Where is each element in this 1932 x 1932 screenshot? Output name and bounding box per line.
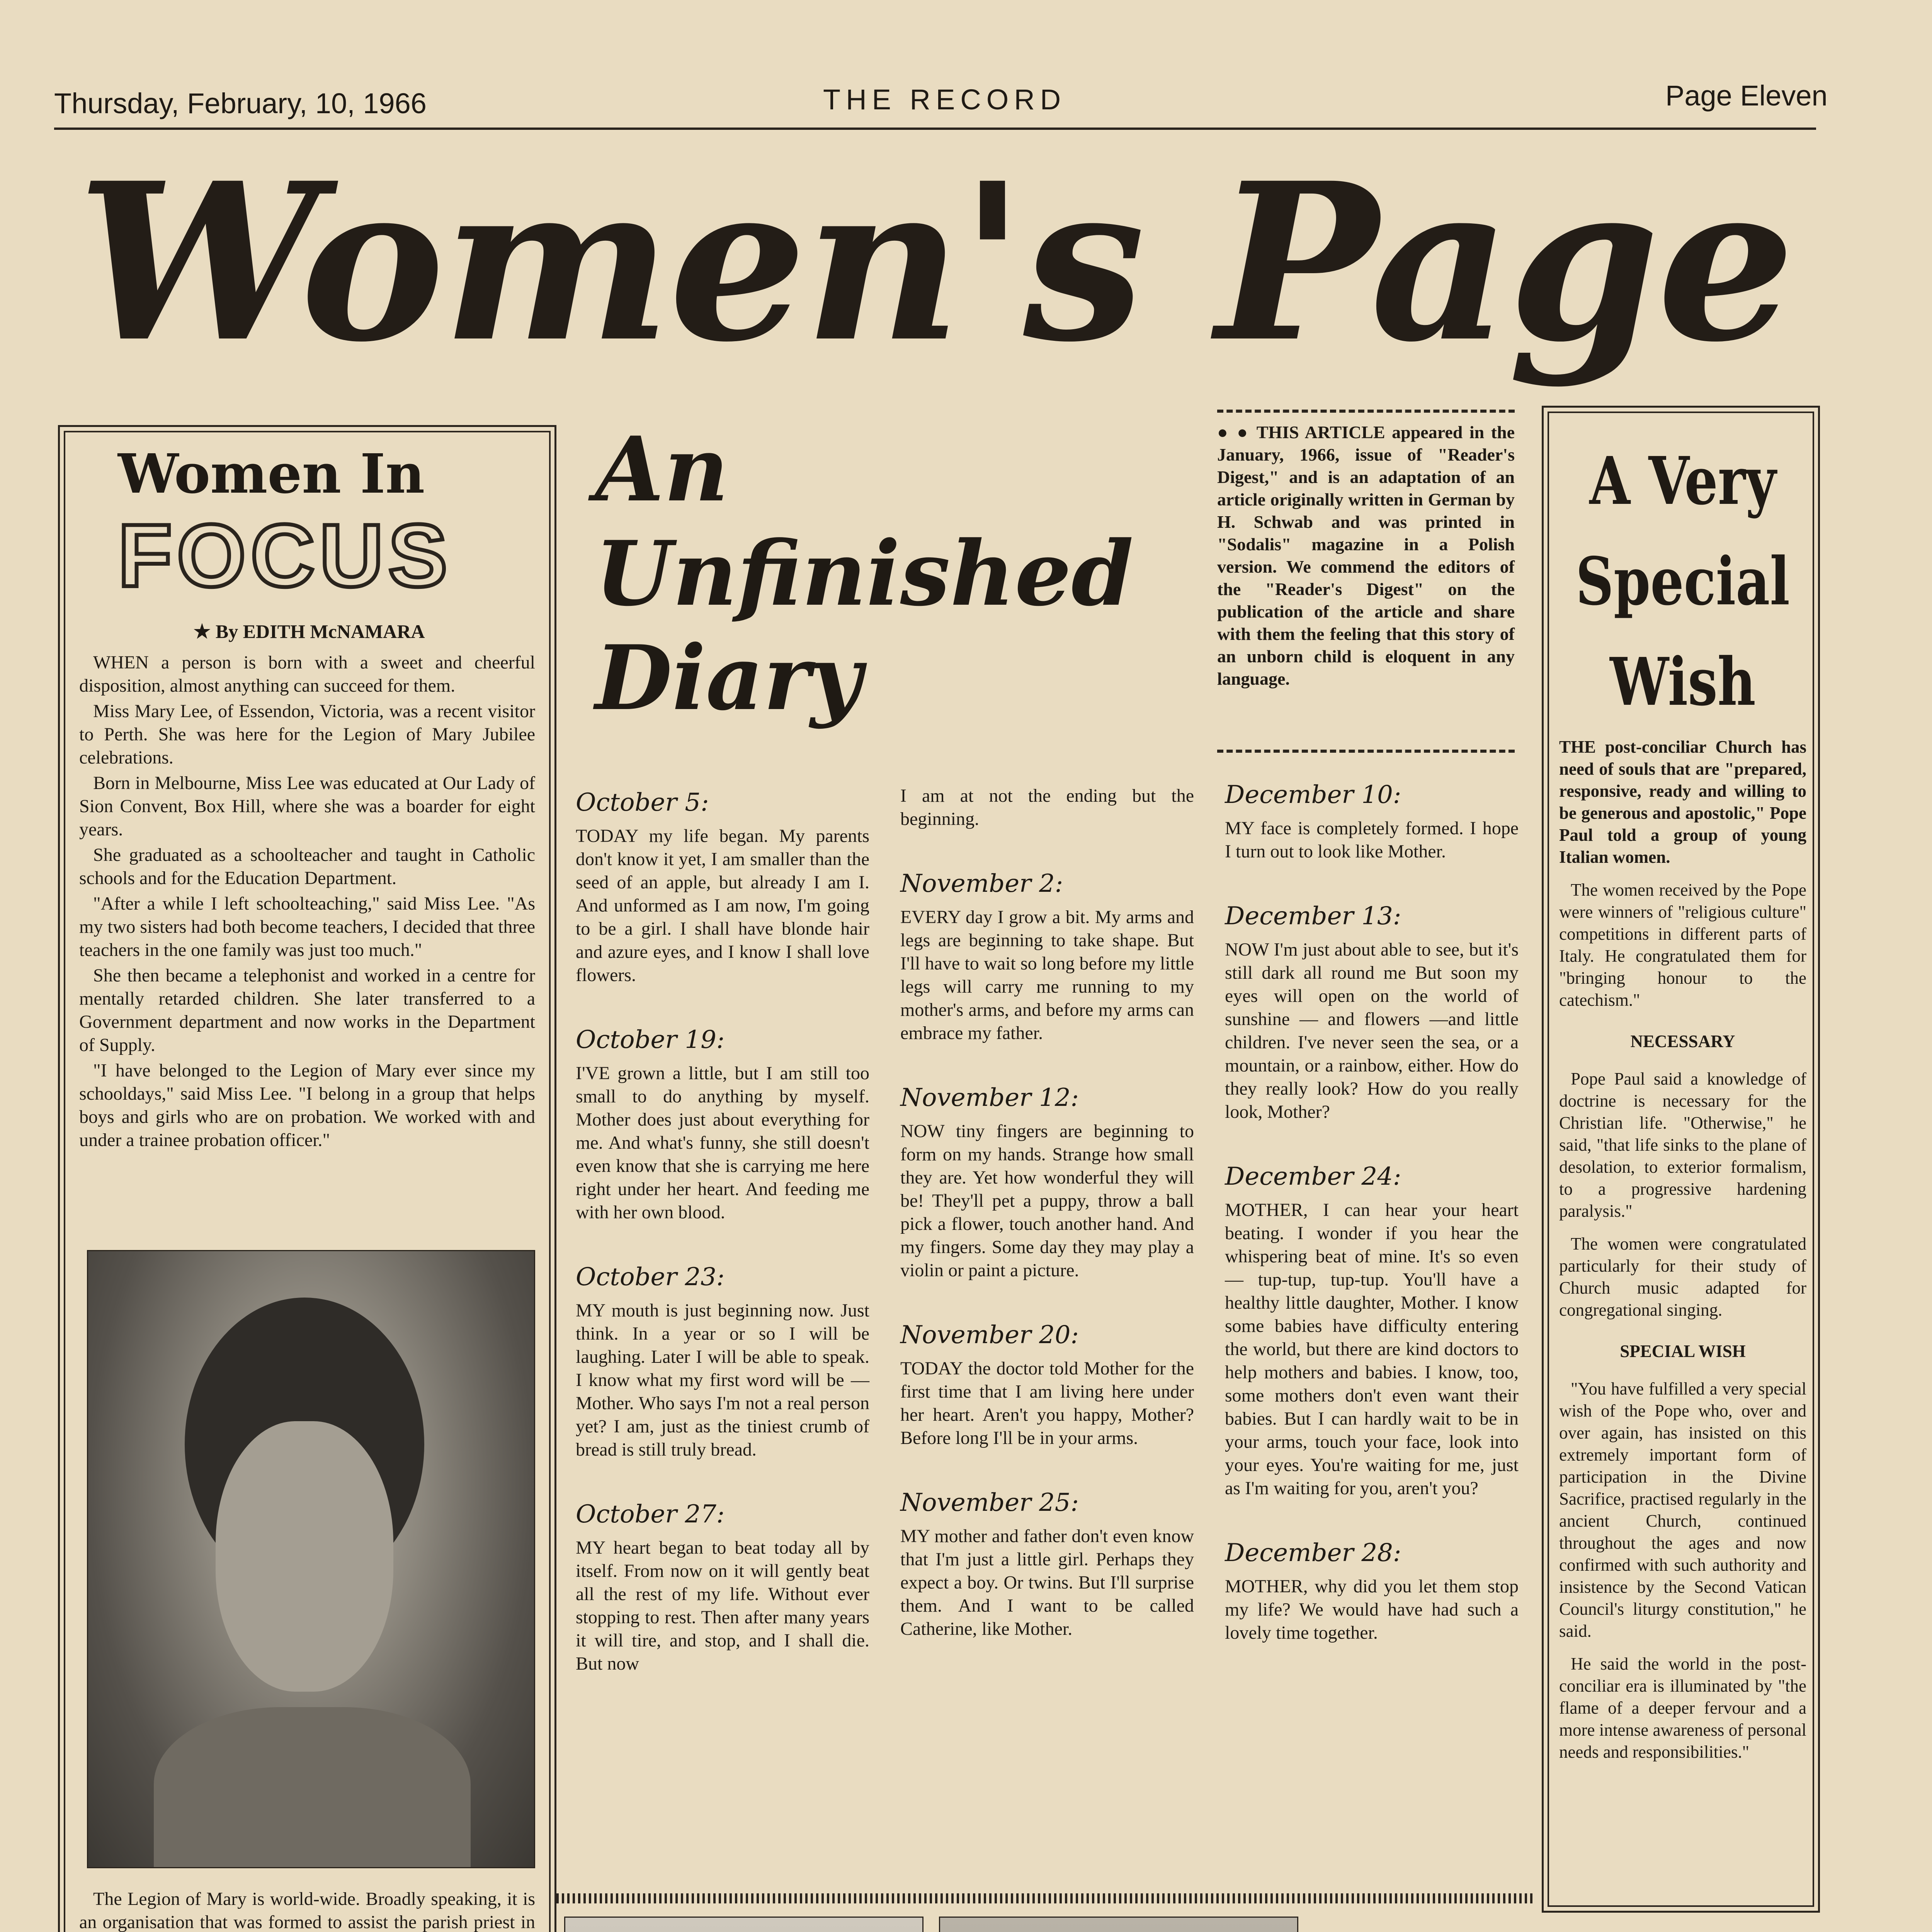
focus-article-box — [58, 425, 556, 1932]
wish-para: "You have fulfilled a very special wish of the Pope who, over and over again, has insisted on this extremely important form of participation in the Divine Sacrifice, practised regularly in the ancient Church, continued throughout the ages and now confirmed with such authority and insistence by the Second Vatican Council's liturgy constitution," he said. — [1559, 1379, 1806, 1641]
diary-entry-text: MY mouth is just beginning now. Just think. In a year or so I will be laughing. Later I will be able to speak. I know what my first word will be — Mother. Who says I'm not a real person yet? I am, just as the tiniest crumb of bread is still truly bread. — [576, 1300, 869, 1460]
focus-title-bottom: FOCUS — [118, 506, 452, 605]
sister-tarcisius-photo — [939, 1917, 1298, 1932]
diary-entry-text: MOTHER, I can hear your heart beating. I wonder if you hear the whispering beat of mine. It's so even — tup-tup, tup-tup. You'll have a healthy little daughter, Mother. I know some babies have difficulty entering the world, but there are kind doctors to help mothers and babies. I know, too, some mothers don't even want their babies. But I can hardly wait to be in your arms, touch your face, look into your eyes. You're waiting for me, just as I'm waiting for you, aren't you? — [1225, 1200, 1519, 1498]
wish-para: The women received by the Pope were winners of "religious culture" competitions in different parts of Italy. He congratulated them for "bringing honour to the catechism." — [1559, 880, 1806, 1010]
focus-title-top: Women In — [118, 442, 425, 506]
wish-title-line: A Very — [1589, 442, 1776, 520]
focus-para: WHEN a person is born with a sweet and cheerful disposition, almost anything can succeed for them. — [79, 652, 535, 696]
sister-christina-photo — [564, 1917, 923, 1932]
focus-para: Miss Mary Lee, of Essendon, Victoria, was a recent visitor to Perth. She was here for the Legion of Mary Jubilee celebrations. — [79, 701, 535, 768]
masthead-title: Women's Page — [77, 136, 1793, 390]
focus-para: "I have belonged to the Legion of Mary ever since my schooldays," said Miss Lee. "I belong in a group that helps boys and girls who are on probation. We worked with and under a trainee probation officer." — [79, 1060, 535, 1150]
diary-entry-date: November 25: — [900, 1488, 1079, 1517]
note-rule-top — [1217, 410, 1515, 413]
diary-entry-text: MY face is completely formed. I hope I turn out to look like Mother. — [1225, 818, 1519, 862]
diary-column-1 — [576, 761, 869, 1675]
diary-title-line: Diary — [595, 626, 862, 730]
diary-title-line: An — [595, 417, 729, 522]
wish-subhead: SPECIAL WISH — [1620, 1342, 1746, 1361]
wish-para: THE post-conciliar Church has need of souls that are "prepared, responsive, ready and willing to be generous and apostolic," Pope Paul told a group of young Italian women. — [1559, 737, 1806, 867]
wish-para: The women were congratulated particularly for their study of Church music adapted for congregational singing. — [1559, 1234, 1806, 1320]
diary-entry-date: December 24: — [1225, 1162, 1401, 1191]
diary-entry-date: October 23: — [576, 1263, 725, 1291]
diary-entry-date: November 12: — [900, 1083, 1079, 1112]
wish-title-line: Special — [1575, 543, 1790, 620]
diary-title — [595, 417, 1133, 730]
focus-body-bottom — [79, 1888, 535, 1932]
wish-para: Pope Paul said a knowledge of doctrine is necessary for the Christian life. "Otherwise," he said, "that life sinks to the plane of desolation, to exterior formalism, to a progressive hardening paralysis." — [1559, 1069, 1806, 1221]
diary-entry-date: November 20: — [900, 1321, 1079, 1349]
wish-body — [1559, 736, 1806, 1774]
wish-subhead: NECESSARY — [1630, 1032, 1735, 1051]
focus-para: The Legion of Mary is world-wide. Broadly speaking, it is an organisation that was formed to assist the parish priest in — [79, 1889, 535, 1932]
wish-title — [1571, 431, 1794, 732]
diary-column-2 — [900, 784, 1194, 1641]
diary-entry-text: TODAY my life began. My parents don't know it yet, I am smaller than the seed of an apple, but already I am I. And unformed as I am now, I'm going to be a girl. I shall have blonde hair and azure eyes, and I know I shall love flowers. — [576, 826, 869, 985]
diary-entry-date: November 2: — [900, 869, 1063, 898]
diary-entry-text: MY mother and father don't even know that I'm just a little girl. Perhaps they expect a boy. Or twins. But I'll surprise them. And I want to be called Catherine, like Mother. — [900, 1526, 1194, 1639]
wish-title-line: Wish — [1610, 643, 1756, 721]
diary-title-line: Unfinished — [595, 522, 1134, 626]
diary-entry-date: October 19: — [576, 1026, 725, 1054]
focus-para: Born in Melbourne, Miss Lee was educated at Our Lady of Sion Convent, Box Hill, where she was a boarder for eight years. — [79, 773, 535, 840]
section-divider — [556, 1893, 1534, 1903]
diary-entry-date: December 13: — [1225, 902, 1401, 930]
focus-para: She then became a telephonist and worked in a centre for mentally retarded children. She later transferred to a Government department and now works in the Department of Supply. — [79, 965, 535, 1055]
wish-para: He said the world in the post-conciliar era is illuminated by "the flame of a deeper fervour and a more intense awareness of personal needs and responsibilities." — [1559, 1654, 1806, 1762]
mary-lee-photo — [87, 1250, 535, 1868]
diary-column-3 — [1225, 753, 1519, 1645]
paper-name: THE RECORD — [823, 83, 1066, 116]
diary-col2-lead: I am at not the ending but the beginning. — [900, 786, 1194, 829]
diary-entry-text: NOW I'm just about able to see, but it's still dark all round me But soon my eyes will open on the world of sunshine — and flowers —and little children. I've never seen the sea, or a mountain, or a rainbow, either. How do they really look? How do you really look, Mother? — [1225, 939, 1519, 1122]
diary-entry-date: December 10: — [1225, 781, 1401, 809]
focus-para: "After a while I left schoolteaching," said Miss Lee. "As my two sisters had both become teachers, I decided that three teachers in the one family was just too much." — [79, 893, 535, 960]
note-rule-bottom — [1217, 750, 1515, 753]
wish-article-box — [1542, 406, 1820, 1913]
page-number: Page Eleven — [1665, 80, 1828, 112]
diary-entry-text: NOW tiny fingers are beginning to form on my hands. Strange how small they are. Yet how wonderful they will be! They'll pet a puppy, throw a ball pick a flower, touch another hand. And my fingers. Some day they may play a violin or paint a picture. — [900, 1121, 1194, 1281]
diary-entry-text: TODAY the doctor told Mother for the first time that I am living here under her heart. Aren't you happy, Mother? Before long I'll be in your arms. — [900, 1358, 1194, 1448]
diary-entry-text: EVERY day I grow a bit. My arms and legs are beginning to take shape. But I'll have to wait so long before my little legs will carry me running to my mother's arms, and before my arms can embrace my father. — [900, 907, 1194, 1043]
focus-byline: ★ By EDITH McNAMARA — [193, 621, 425, 642]
diary-entry-text: MY heart began to beat today all by itself. From now on it will gently beat all the rest of my life. Without ever stopping to rest. Then after many years it will tire, and stop, and I shall die. But now — [576, 1537, 869, 1674]
diary-entry-date: October 5: — [576, 788, 709, 817]
issue-date: Thursday, February, 10, 1966 — [54, 87, 427, 119]
diary-entry-date: October 27: — [576, 1500, 725, 1529]
diary-entry-text: I'VE grown a little, but I am still too small to do anything by myself. Mother does just about everything for me. And what's funny, she still doesn't even know that she is carrying me here right under her heart. And feeding me with her own blood. — [576, 1063, 869, 1223]
diary-entry-date: December 28: — [1225, 1539, 1401, 1567]
diary-entry-text: MOTHER, why did you let them stop my life? We would have had such a lovely time together. — [1225, 1576, 1519, 1643]
focus-body-top — [79, 651, 535, 1154]
focus-para: She graduated as a schoolteacher and taught in Catholic schools and for the Education Department. — [79, 845, 535, 888]
diary-source-note: ● ● THIS ARTICLE appeared in the January, 1966, issue of "Reader's Digest," and is an adaptation of an article originally written in German by H. Schwab and was printed in "Sodalis" magazine in a Polish version. We commend the editors of the "Reader's Digest" on the publication of the article and share with them the feeling that this story of an unborn child is eloquent in any language. — [1217, 422, 1515, 689]
